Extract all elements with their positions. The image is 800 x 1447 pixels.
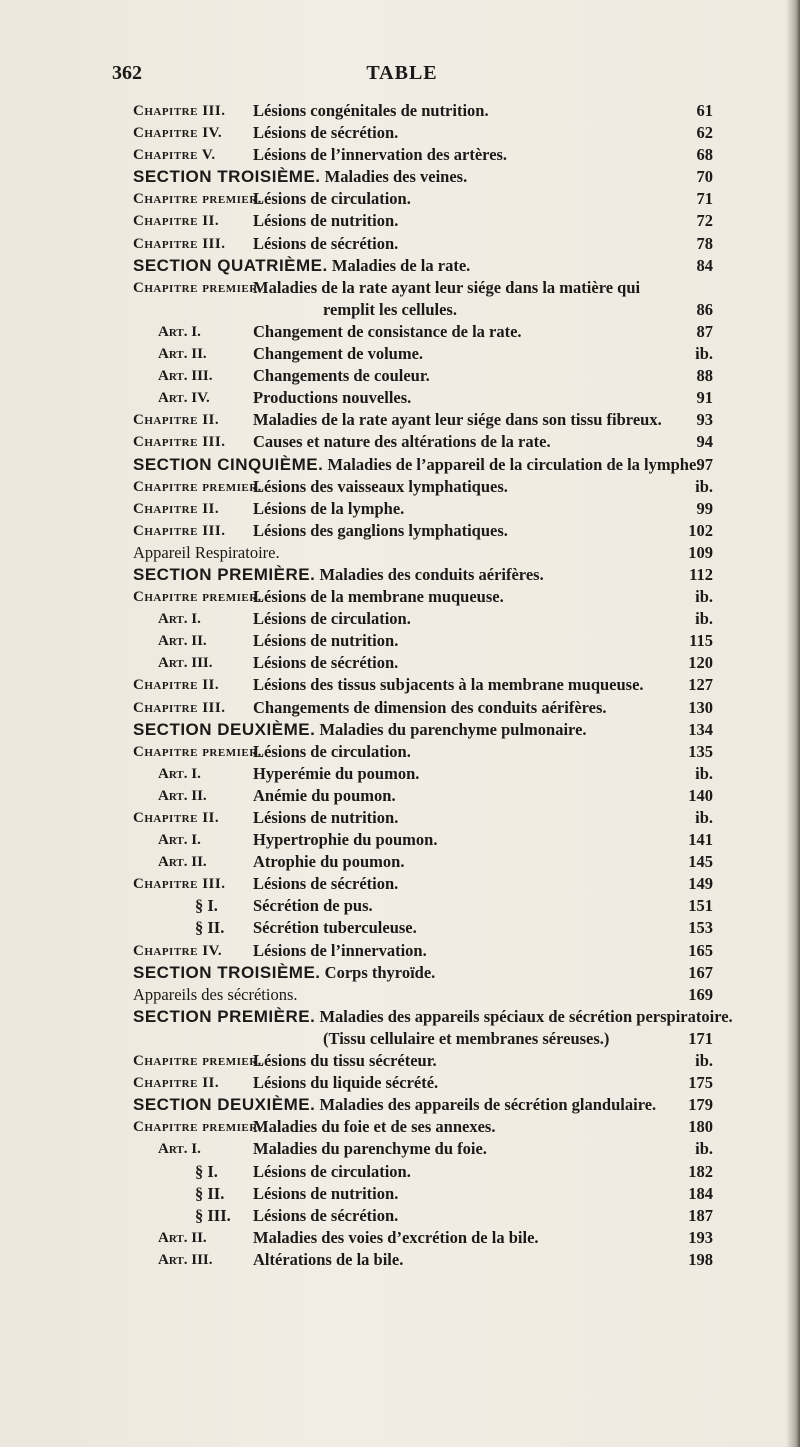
toc-page-number: 184 bbox=[688, 1183, 713, 1203]
toc-entry-label: Chapitre II. bbox=[133, 500, 220, 517]
toc-page-number: 182 bbox=[688, 1161, 713, 1181]
toc-page-number: ib. bbox=[695, 609, 713, 629]
toc-page-number: 84 bbox=[696, 255, 713, 275]
toc-entry-text: remplit les cellules. bbox=[323, 299, 457, 319]
toc-page-number: 165 bbox=[688, 940, 713, 960]
toc-entry-label: Art. I. bbox=[158, 765, 201, 782]
toc-entry bbox=[113, 233, 713, 255]
toc-entry-label: Chapitre III. bbox=[133, 876, 226, 893]
toc-entry-text: Lésions de la membrane muqueuse. bbox=[253, 587, 504, 607]
toc-entry-text: Maladies du parenchyme du foie. bbox=[253, 1139, 487, 1159]
toc-section-title: Maladies du parenchyme pulmonaire. bbox=[319, 719, 587, 739]
toc-entry bbox=[113, 409, 713, 431]
toc-entry bbox=[113, 719, 713, 741]
toc-entry-text: Lésions de l’innervation des artères. bbox=[253, 145, 508, 165]
toc-entry-text: Lésions des tissus subjacents à la membrane muqueuse. bbox=[253, 675, 644, 695]
toc-entry bbox=[113, 674, 713, 696]
toc-entry-label: Art. II. bbox=[158, 787, 207, 804]
toc-entry-text bbox=[133, 166, 467, 188]
toc-entry bbox=[113, 1072, 713, 1094]
toc-page-number: 97 bbox=[696, 454, 713, 474]
toc-entry bbox=[113, 1094, 713, 1116]
toc-page-number: ib. bbox=[695, 1139, 713, 1159]
toc-entry bbox=[113, 343, 713, 365]
toc-page-number: 171 bbox=[688, 1028, 713, 1048]
toc-page-number: 71 bbox=[696, 189, 713, 209]
toc-page-number: 88 bbox=[696, 366, 713, 386]
toc-entry bbox=[113, 962, 713, 984]
toc-page-number: ib. bbox=[695, 763, 713, 783]
toc-page-number: 145 bbox=[688, 852, 713, 872]
toc-entry-text: Maladies du foie et de ses annexes. bbox=[253, 1117, 496, 1137]
toc-entry bbox=[113, 476, 713, 498]
toc-page-number: 180 bbox=[688, 1117, 713, 1137]
toc-entry bbox=[113, 1205, 713, 1227]
toc-page-number: 130 bbox=[688, 697, 713, 717]
toc-entry bbox=[113, 940, 713, 962]
toc-page-number: 193 bbox=[688, 1227, 713, 1247]
table-of-contents bbox=[113, 100, 733, 1271]
toc-entry bbox=[113, 630, 713, 652]
toc-entry-label: Chapitre III. bbox=[133, 699, 226, 716]
toc-entry-label: § III. bbox=[195, 1205, 231, 1225]
toc-section-label: SECTION PREMIÈRE. bbox=[133, 564, 316, 584]
toc-entry-text: Anémie du poumon. bbox=[253, 785, 396, 805]
toc-entry bbox=[113, 1116, 713, 1138]
toc-entry bbox=[113, 188, 713, 210]
toc-entry-label: Chapitre premier. bbox=[133, 191, 262, 208]
toc-entry-label: Chapitre II. bbox=[133, 1075, 220, 1092]
toc-entry-text: Maladies de la rate ayant leur siége dans la matière qui bbox=[253, 277, 641, 297]
toc-page-number: 115 bbox=[689, 631, 713, 651]
toc-section-label: SECTION QUATRIÈME. bbox=[133, 255, 328, 275]
toc-entry-label: Chapitre III. bbox=[133, 434, 226, 451]
toc-entry-text: Changements de dimension des conduits aérifères. bbox=[253, 697, 607, 717]
toc-entry bbox=[113, 1249, 713, 1271]
toc-entry-text bbox=[133, 255, 470, 277]
toc-entry-label: Chapitre IV. bbox=[133, 942, 223, 959]
toc-entry bbox=[113, 829, 713, 851]
toc-entry-text: Atrophie du poumon. bbox=[253, 852, 405, 872]
toc-page-number: 102 bbox=[688, 520, 713, 540]
toc-entry-text: Sécrétion de pus. bbox=[253, 896, 373, 916]
toc-section-title: Maladies des veines. bbox=[324, 167, 468, 187]
toc-page-number: 78 bbox=[696, 233, 713, 253]
page-title: TABLE bbox=[366, 62, 438, 84]
toc-entry bbox=[113, 1006, 733, 1028]
toc-entry-text bbox=[133, 1006, 733, 1028]
toc-page-number: 94 bbox=[696, 432, 713, 452]
toc-page-number: 151 bbox=[688, 896, 713, 916]
toc-entry bbox=[113, 807, 713, 829]
toc-entry bbox=[113, 873, 713, 895]
toc-entry-text: Hyperémie du poumon. bbox=[253, 763, 420, 783]
toc-entry bbox=[113, 1138, 713, 1160]
toc-entry bbox=[113, 277, 713, 299]
toc-entry-label: § II. bbox=[195, 1183, 225, 1203]
toc-entry-label: Art. II. bbox=[158, 1229, 207, 1246]
toc-entry-text: Lésions de nutrition. bbox=[253, 211, 399, 231]
toc-entry-text: Lésions de sécrétion. bbox=[253, 653, 399, 673]
toc-section-title: Corps thyroïde. bbox=[324, 962, 436, 982]
toc-entry-text: Maladies des voies d’excrétion de la bile. bbox=[253, 1227, 539, 1247]
toc-page-number: 179 bbox=[688, 1095, 713, 1115]
toc-entry-label: Chapitre premier. bbox=[133, 478, 262, 495]
toc-entry bbox=[113, 498, 713, 520]
toc-section-title: Maladies des conduits aérifères. bbox=[319, 564, 544, 584]
toc-entry-label: Art. I. bbox=[158, 1141, 201, 1158]
toc-section-label: SECTION PREMIÈRE. bbox=[133, 1006, 316, 1026]
toc-section-label: SECTION DEUXIÈME. bbox=[133, 1095, 316, 1115]
toc-entry bbox=[113, 763, 713, 785]
toc-entry-label: Chapitre II. bbox=[133, 810, 220, 826]
toc-entry-label: Art. III. bbox=[158, 1251, 213, 1268]
toc-section-title: Maladies de l’appareil de la circulation de la lymphe. bbox=[327, 454, 701, 474]
toc-section-title: Maladies des appareils spéciaux de sécrétion perspiratoire. bbox=[319, 1006, 733, 1026]
toc-page-number: 112 bbox=[689, 564, 713, 584]
toc-entry bbox=[113, 917, 713, 939]
toc-section-label: SECTION CINQUIÈME. bbox=[133, 454, 324, 474]
toc-page-number: 167 bbox=[688, 962, 713, 982]
toc-entry-label: Chapitre premier. bbox=[133, 743, 262, 760]
toc-entry bbox=[113, 542, 713, 564]
toc-entry-text: Altérations de la bile. bbox=[253, 1249, 404, 1269]
toc-page-number: 93 bbox=[696, 410, 713, 430]
toc-entry-text: Appareil Respiratoire. bbox=[133, 542, 280, 562]
toc-entry-text: Lésions des ganglions lymphatiques. bbox=[253, 520, 508, 540]
toc-entry bbox=[113, 564, 713, 586]
toc-entry bbox=[113, 299, 713, 321]
toc-entry bbox=[113, 431, 713, 453]
toc-entry bbox=[113, 387, 713, 409]
page-edge-shadow bbox=[786, 0, 800, 1447]
toc-page-number: 175 bbox=[688, 1073, 713, 1093]
toc-entry-text: Lésions de sécrétion. bbox=[253, 233, 399, 253]
toc-entry-text: Lésions de la lymphe. bbox=[253, 498, 405, 518]
toc-entry-text: Maladies de la rate ayant leur siége dans son tissu fibreux. bbox=[253, 410, 662, 430]
toc-entry-label: Chapitre III. bbox=[133, 522, 226, 539]
toc-entry-text bbox=[133, 1094, 656, 1116]
toc-entry-text: Lésions de circulation. bbox=[253, 189, 411, 209]
toc-entry-text bbox=[133, 564, 544, 586]
toc-entry-text: Productions nouvelles. bbox=[253, 388, 412, 408]
toc-entry bbox=[113, 984, 713, 1006]
toc-entry-text: Sécrétion tuberculeuse. bbox=[253, 918, 417, 938]
toc-page-number: 62 bbox=[696, 123, 713, 143]
toc-page-number: 198 bbox=[688, 1249, 713, 1269]
toc-entry-label: Art. II. bbox=[158, 346, 207, 363]
toc-entry bbox=[113, 144, 713, 166]
toc-entry bbox=[113, 741, 713, 763]
toc-entry-label: Chapitre IV. bbox=[133, 125, 223, 142]
toc-entry-text: Lésions de nutrition. bbox=[253, 1183, 399, 1203]
toc-entry bbox=[113, 1161, 713, 1183]
toc-page-number: ib. bbox=[695, 1051, 713, 1071]
toc-section-label: SECTION TROISIÈME. bbox=[133, 167, 321, 187]
toc-entry-label: Art. I. bbox=[158, 323, 201, 340]
toc-entry-label: § I. bbox=[195, 896, 218, 916]
toc-entry-label: Art. III. bbox=[158, 655, 213, 672]
toc-section-label: SECTION TROISIÈME. bbox=[133, 962, 321, 982]
toc-entry bbox=[113, 210, 713, 232]
toc-entry-text: Lésions de circulation. bbox=[253, 741, 411, 761]
toc-page-number: 70 bbox=[696, 167, 713, 187]
toc-entry-text: Lésions congénitales de nutrition. bbox=[253, 101, 489, 120]
toc-entry bbox=[113, 586, 713, 608]
toc-entry-label: Chapitre V. bbox=[133, 147, 216, 164]
toc-entry-label: Chapitre II. bbox=[133, 677, 220, 694]
toc-entry-text bbox=[133, 719, 587, 741]
toc-entry bbox=[113, 851, 713, 873]
toc-entry-label: Art. IV. bbox=[158, 390, 210, 407]
page-header bbox=[112, 62, 692, 88]
toc-page-number: 134 bbox=[688, 719, 713, 739]
toc-page-number: 169 bbox=[688, 984, 713, 1004]
toc-entry-text: Lésions du liquide sécrété. bbox=[253, 1073, 439, 1093]
toc-entry-label: Chapitre premier. bbox=[133, 1119, 262, 1136]
toc-entry bbox=[113, 652, 713, 674]
toc-entry bbox=[113, 608, 713, 630]
toc-page-number: 91 bbox=[696, 388, 713, 408]
toc-entry-label: Art. III. bbox=[158, 368, 213, 385]
toc-entry-text bbox=[133, 454, 700, 476]
toc-page-number: 135 bbox=[688, 741, 713, 761]
toc-page-number: 127 bbox=[688, 675, 713, 695]
toc-page-number: 120 bbox=[688, 653, 713, 673]
toc-entry-text: Changement de volume. bbox=[253, 344, 424, 364]
toc-entry-text: Appareils des sécrétions. bbox=[133, 984, 298, 1004]
toc-entry-label: Art. II. bbox=[158, 633, 207, 650]
toc-page-number: ib. bbox=[695, 476, 713, 496]
toc-entry-label: Chapitre II. bbox=[133, 213, 220, 230]
toc-entry-text: Lésions de circulation. bbox=[253, 1161, 411, 1181]
toc-entry-text: Lésions de nutrition. bbox=[253, 631, 399, 651]
toc-page-number: ib. bbox=[695, 344, 713, 364]
toc-entry bbox=[113, 1028, 713, 1050]
toc-entry-text: Lésions du tissu sécréteur. bbox=[253, 1051, 437, 1071]
toc-page-number: ib. bbox=[695, 587, 713, 607]
toc-entry-label: Chapitre premier. bbox=[133, 1053, 262, 1070]
toc-entry bbox=[113, 166, 713, 188]
toc-entry-label: Art. I. bbox=[158, 832, 201, 849]
toc-page-number: 141 bbox=[688, 830, 713, 850]
toc-entry bbox=[113, 785, 713, 807]
toc-section-title: Maladies de la rate. bbox=[331, 255, 471, 275]
toc-entry-label: Art. I. bbox=[158, 611, 201, 628]
toc-page-number: 86 bbox=[696, 299, 713, 319]
toc-page-number: 61 bbox=[696, 101, 713, 120]
toc-entry bbox=[113, 255, 713, 277]
toc-page-number: 99 bbox=[696, 498, 713, 518]
toc-page-number: 153 bbox=[688, 918, 713, 938]
toc-entry bbox=[113, 122, 713, 144]
toc-page-number: 187 bbox=[688, 1205, 713, 1225]
toc-entry-label: Chapitre II. bbox=[133, 412, 220, 429]
toc-entry bbox=[113, 895, 713, 917]
toc-entry bbox=[113, 697, 713, 719]
toc-page-number: 149 bbox=[688, 874, 713, 894]
toc-entry bbox=[113, 1227, 713, 1249]
toc-entry-text: Lésions de sécrétion. bbox=[253, 123, 399, 143]
toc-section-title: Maladies des appareils de sécrétion glandulaire. bbox=[319, 1095, 657, 1115]
toc-entry bbox=[113, 365, 713, 387]
toc-page-number: 72 bbox=[696, 211, 713, 231]
toc-page-number: 109 bbox=[688, 542, 713, 562]
toc-entry-text: Lésions de sécrétion. bbox=[253, 874, 399, 894]
toc-entry-text: (Tissu cellulaire et membranes séreuses.) bbox=[323, 1028, 610, 1048]
toc-entry-text: Lésions de nutrition. bbox=[253, 808, 399, 827]
toc-entry bbox=[113, 1050, 713, 1072]
toc-entry-text: Lésions de sécrétion. bbox=[253, 1205, 399, 1225]
toc-entry bbox=[113, 1183, 713, 1205]
toc-entry-label: § II. bbox=[195, 918, 225, 938]
toc-entry-text: Changement de consistance de la rate. bbox=[253, 321, 522, 341]
toc-entry-label: Chapitre III. bbox=[133, 103, 226, 119]
toc-entry-text: Causes et nature des altérations de la rate. bbox=[253, 432, 551, 452]
toc-entry-label: § I. bbox=[195, 1161, 218, 1181]
toc-entry-text: Lésions des vaisseaux lymphatiques. bbox=[253, 476, 508, 496]
toc-entry-text: Lésions de l’innervation. bbox=[253, 940, 427, 960]
toc-entry-text: Lésions de circulation. bbox=[253, 609, 411, 629]
toc-page-number: 68 bbox=[696, 145, 713, 165]
toc-entry bbox=[113, 321, 713, 343]
toc-entry-text: Changements de couleur. bbox=[253, 366, 430, 386]
toc-entry bbox=[113, 520, 713, 542]
toc-entry-text bbox=[133, 962, 435, 984]
toc-entry-label: Chapitre premier. bbox=[133, 589, 262, 606]
toc-entry bbox=[113, 100, 713, 122]
toc-section-label: SECTION DEUXIÈME. bbox=[133, 719, 316, 739]
page-number: 362 bbox=[112, 62, 142, 84]
toc-page-number: 140 bbox=[688, 785, 713, 805]
toc-entry-label: Art. II. bbox=[158, 854, 207, 871]
toc-entry-text: Hypertrophie du poumon. bbox=[253, 830, 438, 850]
toc-entry bbox=[113, 454, 713, 476]
toc-entry-label: Chapitre III. bbox=[133, 235, 226, 252]
toc-page-number: 87 bbox=[696, 321, 713, 341]
toc-page-number: ib. bbox=[695, 808, 713, 827]
toc-entry-label: Chapitre premier. bbox=[133, 279, 262, 296]
